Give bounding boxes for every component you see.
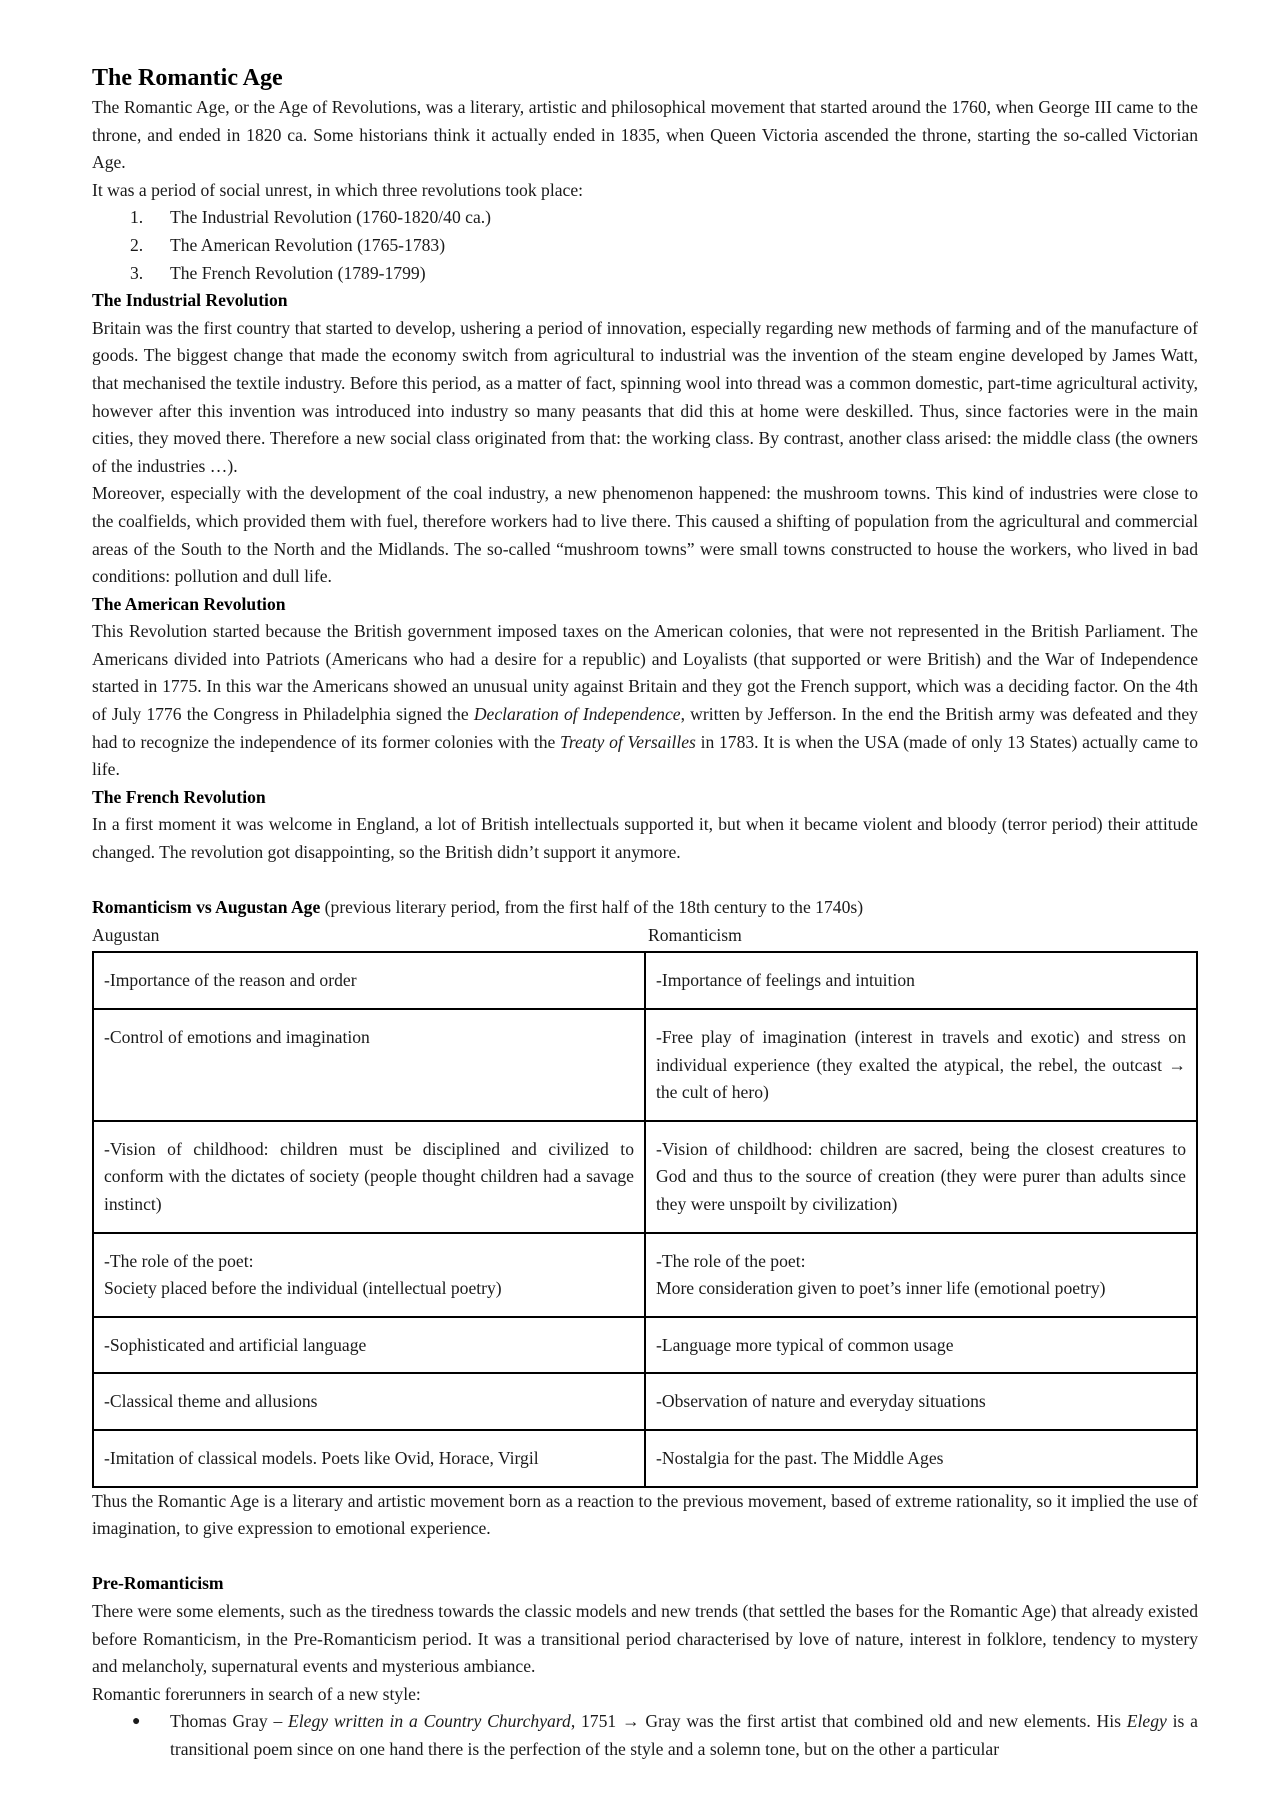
list-number: 2.: [130, 234, 144, 255]
intro-paragraph-1: The Romantic Age, or the Age of Revolutions, was a literary, artistic and philosophical movement that started around the 1760, when George III came to the throne, and ended in 1820 ca. Some historians think it actually ended in 1835, when Queen Victoria ascended the throne, starting the so-called Victorian Age.: [92, 97, 1198, 173]
french-heading: The French Revolution: [92, 786, 266, 807]
table-row: [93, 1317, 1197, 1374]
romanticism-cell: [645, 1430, 1197, 1487]
romanticism-cell: [645, 1233, 1197, 1317]
pre-romanticism-heading: Pre-Romanticism: [92, 1573, 224, 1594]
romanticism-cell: [645, 952, 1197, 1009]
text-run: , 1751 → Gray was the first artist that combined old and new elements. His: [570, 1711, 1127, 1732]
industrial-heading: The Industrial Revolution: [92, 290, 288, 311]
comparison-column-headers: [92, 922, 1198, 950]
list-number: 1.: [130, 207, 144, 228]
revolutions-list: [92, 204, 1198, 287]
augustan-cell: [93, 1233, 645, 1317]
list-item: [92, 1708, 1198, 1763]
cell-line: -Importance of feelings and intuition: [656, 970, 915, 991]
text-run: , written by Jefferson. In the end the British army was defeated and they had to recognize the independence of its former colonies with the: [92, 704, 1198, 752]
work-title-short: Elegy: [1126, 1711, 1167, 1732]
romanticism-cell: [645, 1009, 1197, 1121]
text-run: in 1783. It is when the USA (made of only 13 States) actually came to life.: [92, 731, 1198, 780]
column-header-augustan: Augustan: [92, 924, 160, 945]
declaration-title: Declaration of Independence: [473, 704, 681, 725]
intro-paragraph-2: It was a period of social unrest, in which three revolutions took place:: [92, 179, 584, 200]
page-title: The Romantic Age: [92, 65, 283, 91]
text-run: is a transitional poem since on one hand there is the perfection of the style and a solemn tone, but on the other a particular: [170, 1711, 1198, 1759]
pre-romanticism-paragraph: There were some elements, such as the tiredness towards the classic models and new trends (that settled the bases for the Romantic Age) that already existed before Romanticism, in the Pre-Romanticism period. It was a transitional period characterised by love of nature, interest in folklore, tendency to mystery and melancholy, supernatural events and mysterious ambiance.: [92, 1600, 1198, 1677]
augustan-cell: [93, 1009, 645, 1121]
document-page: [92, 62, 1198, 1763]
comparison-heading-bold: Romanticism vs Augustan Age: [92, 897, 321, 918]
cell-line: -Imitation of classical models. Poets like Ovid, Horace, Virgil: [104, 1447, 539, 1468]
list-item: [92, 204, 1198, 232]
table-row: [93, 1009, 1197, 1121]
cell-line: More consideration given to poet’s inner life (emotional poetry): [656, 1278, 1106, 1299]
list-item: [92, 232, 1198, 260]
cell-line: Society placed before the individual (intellectual poetry): [104, 1278, 502, 1299]
list-item-text: The Industrial Revolution (1760-1820/40 ca.): [170, 207, 492, 228]
forerunners-list: [92, 1708, 1198, 1763]
table-row: [93, 1121, 1197, 1233]
cell-line: -Observation of nature and everyday situations: [656, 1391, 986, 1412]
cell-line: -Sophisticated and artificial language: [104, 1334, 367, 1355]
forerunner-name: Thomas Gray –: [170, 1711, 289, 1732]
table-row: [93, 952, 1197, 1009]
cell-line: -Vision of childhood: children must be disciplined and civilized to conform with the dictates of society (people thought children had a savage instinct): [104, 1138, 634, 1214]
forerunners-intro: Romantic forerunners in search of a new style:: [92, 1683, 421, 1704]
industrial-paragraph-2: Moreover, especially with the development of the coal industry, a new phenomenon happened: the mushroom towns. This kind of industries were close to the coalfields, which provided them with fuel, therefore workers had to live there. This caused a shifting of population from the agricultural and commercial areas of the South to the North and the Midlands. The so-called “mushroom towns” were small towns constructed to house the workers, who lived in bad conditions: pollution and dull life.: [92, 483, 1198, 587]
augustan-cell: [93, 1121, 645, 1233]
cell-line: -Vision of childhood: children are sacred, being the closest creatures to God and thus to the source of creation (they were purer than adults since they were unspoilt by civilization): [656, 1138, 1186, 1214]
table-row: [93, 1373, 1197, 1430]
comparison-conclusion: Thus the Romantic Age is a literary and artistic movement born as a reaction to the previous movement, based of extreme rationality, so it implied the use of imagination, to give expression to emotional experience.: [92, 1490, 1198, 1539]
bullet-icon: ●: [132, 1714, 141, 1730]
american-heading: The American Revolution: [92, 593, 286, 614]
romanticism-cell: [645, 1373, 1197, 1430]
list-number: 3.: [130, 262, 144, 283]
french-paragraph: In a first moment it was welcome in England, a lot of British intellectuals supported it, but when it became violent and bloody (terror period) their attitude changed. The revolution got disappointing, so the British didn’t support it anymore.: [92, 814, 1198, 863]
american-paragraph: [92, 618, 1198, 784]
cell-line: -The role of the poet:: [104, 1250, 254, 1271]
text-run: This Revolution started because the British government imposed taxes on the American colonies, that were not represented in the British Parliament. The Americans divided into Patriots (Americans who had a desire for a republic) and Loyalists (that supported or were British) and the War of Independence started in 1775. In this war the Americans showed an unusual unity against Britain and they got the French support, which was a deciding factor. On the 4th of July 1776 the Congress in Philadelphia signed the: [92, 621, 1198, 725]
cell-line: -Classical theme and allusions: [104, 1391, 318, 1412]
cell-line: -Language more typical of common usage: [656, 1334, 954, 1355]
work-title: Elegy written in a Country Churchyard: [288, 1711, 571, 1732]
list-item-text: The American Revolution (1765-1783): [170, 234, 446, 255]
augustan-cell: [93, 1430, 645, 1487]
cell-line: -Free play of imagination (interest in travels and exotic) and stress on individual experience (they exalted the atypical, the rebel, the outcast → the cult of hero): [656, 1027, 1186, 1103]
column-header-romanticism: Romanticism: [648, 924, 742, 945]
romanticism-cell: [645, 1317, 1197, 1374]
table-row: [93, 1430, 1197, 1487]
cell-line: -Control of emotions and imagination: [104, 1027, 370, 1047]
cell-line: -The role of the poet:: [656, 1250, 806, 1271]
list-item: [92, 260, 1198, 288]
cell-line: -Importance of the reason and order: [104, 970, 357, 991]
list-item-text: The French Revolution (1789-1799): [170, 262, 426, 283]
augustan-cell: [93, 1317, 645, 1374]
industrial-paragraph-1: Britain was the first country that started to develop, ushering a period of innovation, especially regarding new methods of farming and of the manufacture of goods. The biggest change that made the economy switch from agricultural to industrial was the invention of the steam engine developed by James Watt, that mechanised the textile industry. Before this period, as a matter of fact, spinning wool into thread was a common domestic, part-time agricultural activity, however after this invention was introduced into industry so many peasants that did this at home were deskilled. Thus, since factories were in the main cities, they moved there. Therefore a new social class originated from that: the working class. By contrast, another class arised: the middle class (the owners of the industries …).: [92, 317, 1198, 476]
treaty-title: Treaty of Versailles: [560, 731, 696, 752]
comparison-heading-note: (previous literary period, from the first half of the 18th century to the 1740s): [320, 897, 864, 918]
table-row: [93, 1233, 1197, 1317]
cell-line: -Nostalgia for the past. The Middle Ages: [656, 1447, 944, 1468]
augustan-cell: [93, 952, 645, 1009]
augustan-cell: [93, 1373, 645, 1430]
comparison-table: [92, 951, 1198, 1487]
comparison-heading: [92, 894, 1198, 922]
romanticism-cell: [645, 1121, 1197, 1233]
